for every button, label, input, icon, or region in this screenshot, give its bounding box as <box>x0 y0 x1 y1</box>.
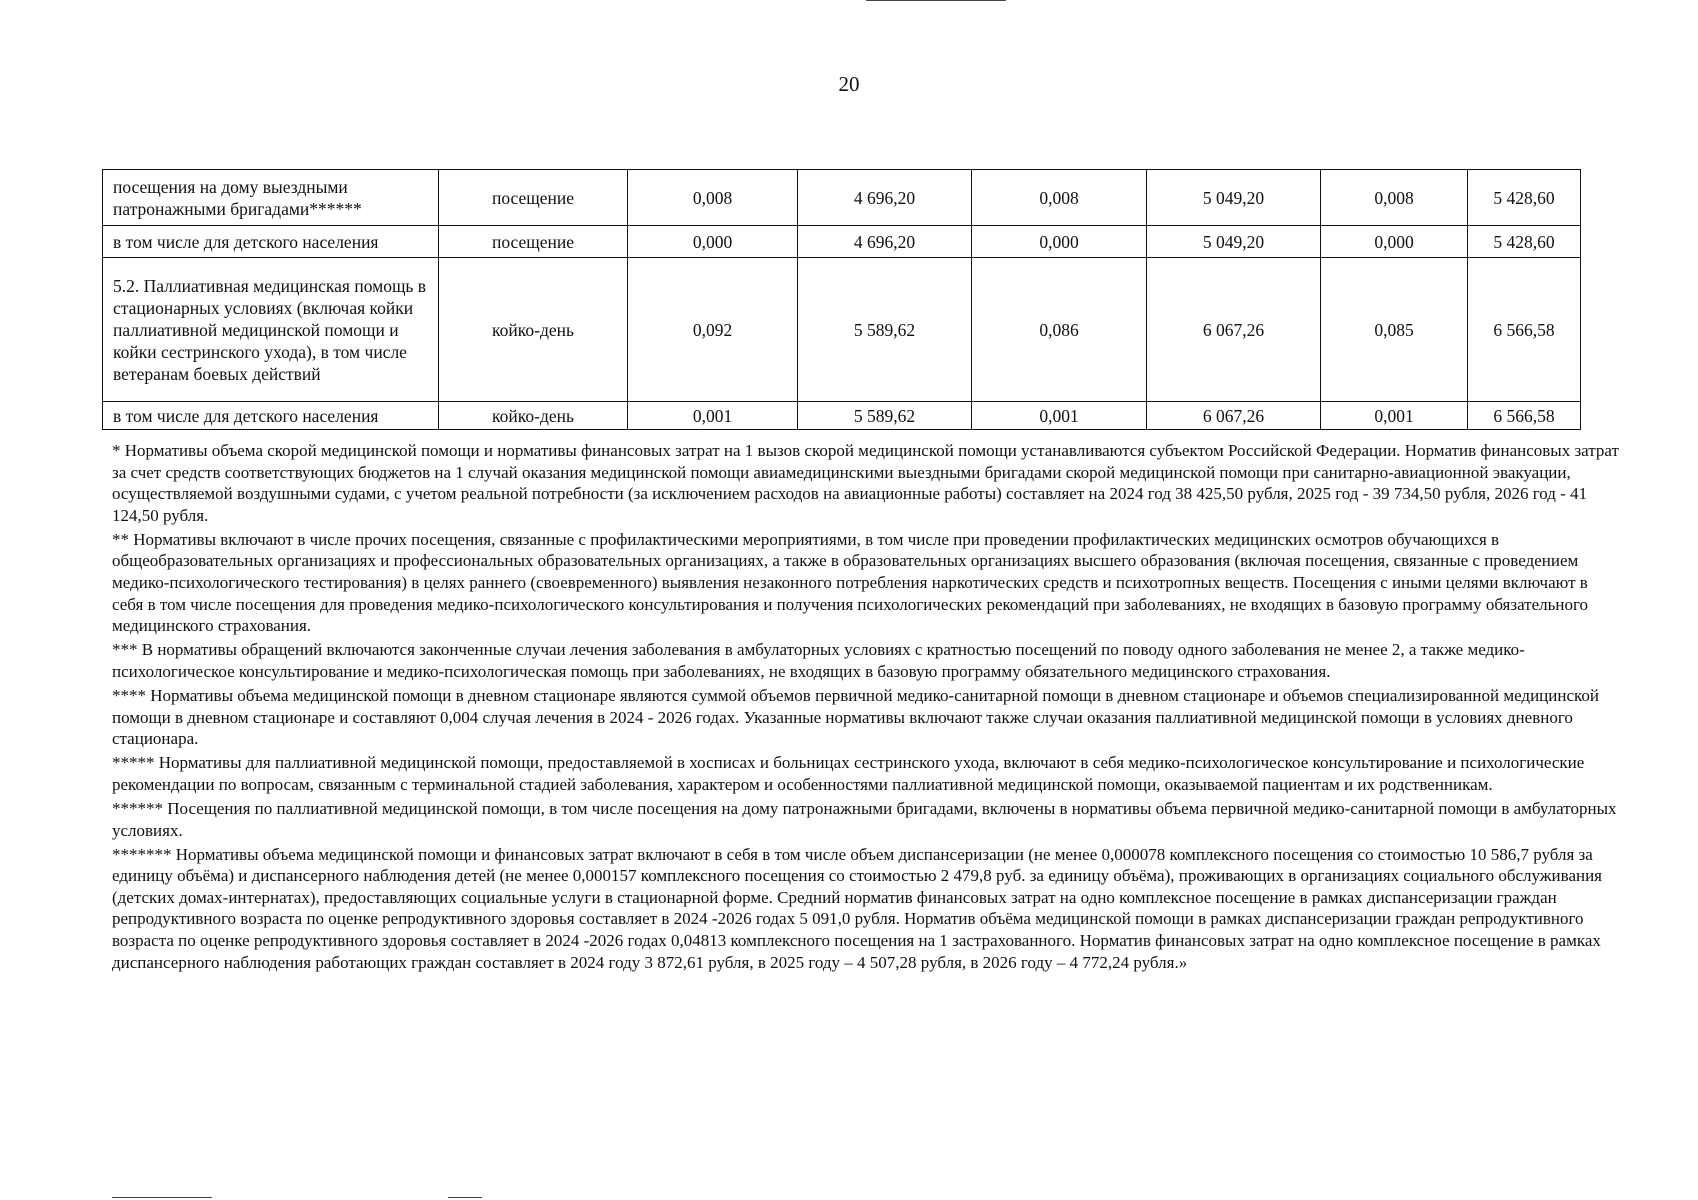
volume-2025: 0,001 <box>972 402 1147 430</box>
cost-2025: 5 049,20 <box>1147 226 1321 258</box>
cost-2024: 5 589,62 <box>798 258 972 402</box>
row-name: 5.2. Паллиативная медицинская помощь в стационарных условиях (включая койки паллиативной медицинской помощи и койки сестринского ухода), в том числе ветеранам боевых действий <box>103 258 439 402</box>
volume-2024: 0,001 <box>628 402 798 430</box>
row-unit: посещение <box>439 170 628 226</box>
cost-2026: 6 566,58 <box>1468 402 1581 430</box>
volume-2024: 0,008 <box>628 170 798 226</box>
volume-2025: 0,086 <box>972 258 1147 402</box>
row-unit: посещение <box>439 226 628 258</box>
row-unit: койко-день <box>439 402 628 430</box>
volume-2026: 0,008 <box>1321 170 1468 226</box>
footnote-5: ***** Нормативы для паллиативной медицинской помощи, предоставляемой в хосписах и больницах сестринского ухода, включают в себя медико-психологическое консультирование и психологические рекомендации по вопросам, связанным с терминальной стадией заболевания, характером и особенностями паллиативной медицинской помощи, оказываемой пациентам и их родственникам. <box>112 753 1585 794</box>
bottom-edge-mark <box>112 1197 212 1198</box>
cost-2026: 5 428,60 <box>1468 226 1581 258</box>
table-row <box>103 226 1581 258</box>
footnotes <box>112 440 1622 976</box>
bottom-edge-mark <box>448 1197 482 1198</box>
footnote-6: ****** Посещения по паллиативной медицинской помощи, в том числе посещения на дому патронажными бригадами, включены в нормативы объема первичной медико-санитарной помощи в амбулаторных условиях. <box>112 799 1617 840</box>
row-name: в том числе для детского населения <box>103 402 439 430</box>
table-row <box>103 170 1581 226</box>
volume-2026: 0,000 <box>1321 226 1468 258</box>
cost-2024: 4 696,20 <box>798 226 972 258</box>
volume-2025: 0,008 <box>972 170 1147 226</box>
cost-2024: 4 696,20 <box>798 170 972 226</box>
cost-2025: 6 067,26 <box>1147 402 1321 430</box>
footnote-3: *** В нормативы обращений включаются законченные случаи лечения заболевания в амбулаторных условиях с кратностью посещений по поводу одного заболевания не менее 2, а также медико-психологическое консультирование и медико-психологическая помощь при заболеваниях, не входящих в базовую программу обязательного медицинского страхования. <box>112 640 1525 681</box>
table-row <box>103 258 1581 402</box>
top-edge-mark <box>866 0 1006 1</box>
footnote-7: ******* Нормативы объема медицинской помощи и финансовых затрат включают в себя в том числе объем диспансеризации (не менее 0,000078 комплексного посещения со стоимостью 10 586,7 рубля за единицу объёма) и диспансерного наблюдения детей (не менее 0,000157 комплексного посещения со стоимостью 2 479,8 руб. за единицу объёма), проживающих в организациях социального обслуживания (детских домах-интернатах), предоставляющих социальные услуги в стационарной форме. Средний норматив финансовых затрат на одно комплексное посещение в рамках диспансеризации граждан репродуктивного возраста по оценке репродуктивного здоровья составляет в 2024 -2026 годах 5 091,0 рубля. Норматив объёма медицинской помощи в рамках диспансеризации граждан репродуктивного возраста по оценке репродуктивного здоровья составляет в 2024 -2026 годах 0,04813 комплексного посещения на 1 застрахованного. Норматив финансовых затрат на одно комплексное посещение в рамках диспансерного наблюдения работающих граждан составляет в 2024 году 3 872,61 рубля, в 2025 году – 4 507,28 рубля, в 2026 году – 4 772,24 рубля.» <box>112 844 1602 972</box>
page-number: 20 <box>838 72 860 96</box>
volume-2024: 0,092 <box>628 258 798 402</box>
volume-2026: 0,001 <box>1321 402 1468 430</box>
table-row <box>103 402 1581 430</box>
footnote-1: * Нормативы объема скорой медицинской помощи и нормативы финансовых затрат на 1 вызов скорой медицинской помощи устанавливаются субъектом Российской Федерации. Норматив финансовых затрат за счет средств соответствующих бюджетов на 1 случай оказания медицинской помощи авиамедицинскими выездными бригадами скорой медицинской помощи при санитарно-авиационной эвакуации, осуществляемой воздушными судами, с учетом реальной потребности (за исключением расходов на авиационные работы) составляет на 2024 год 38 425,50 рубля, 2025 год - 39 734,50 рубля, 2026 год - 41 124,50 рубля. <box>112 441 1619 525</box>
cost-2025: 5 049,20 <box>1147 170 1321 226</box>
cost-2026: 6 566,58 <box>1468 258 1581 402</box>
volume-2025: 0,000 <box>972 226 1147 258</box>
row-unit: койко-день <box>439 258 628 402</box>
cost-2026: 5 428,60 <box>1468 170 1581 226</box>
row-name: в том числе для детского населения <box>103 226 439 258</box>
volume-2026: 0,085 <box>1321 258 1468 402</box>
volume-2024: 0,000 <box>628 226 798 258</box>
norms-table <box>102 169 1581 430</box>
cost-2025: 6 067,26 <box>1147 258 1321 402</box>
row-name: посещения на дому выездными патронажными бригадами****** <box>103 170 439 226</box>
footnote-4: **** Нормативы объема медицинской помощи в дневном стационаре являются суммой объемов первичной медико-санитарной помощи в дневном стационаре и объемов специализированной медицинской помощи в дневном стационаре и составляют 0,004 случая лечения в 2024 - 2026 годах. Указанные нормативы включают также случаи оказания паллиативной медицинской помощи в условиях дневного стационара. <box>112 686 1600 749</box>
cost-2024: 5 589,62 <box>798 402 972 430</box>
footnote-2: ** Нормативы включают в числе прочих посещения, связанные с профилактическими мероприятиями, в том числе при проведении профилактических медицинских осмотров обучающихся в общеобразовательных организациях и профессиональных образовательных организациях, а также в образовательных организациях высшего образования (включая посещения, связанные с проведением медико-психологического тестирования) в целях раннего (своевременного) выявления незаконного потребления наркотических средств и психотропных веществ. Посещения с иными целями включают в себя в том числе посещения для проведения медико-психологического консультирования и получения психологических рекомендаций при заболеваниях, не входящих в базовую программу обязательного медицинского страхования. <box>112 529 1589 636</box>
